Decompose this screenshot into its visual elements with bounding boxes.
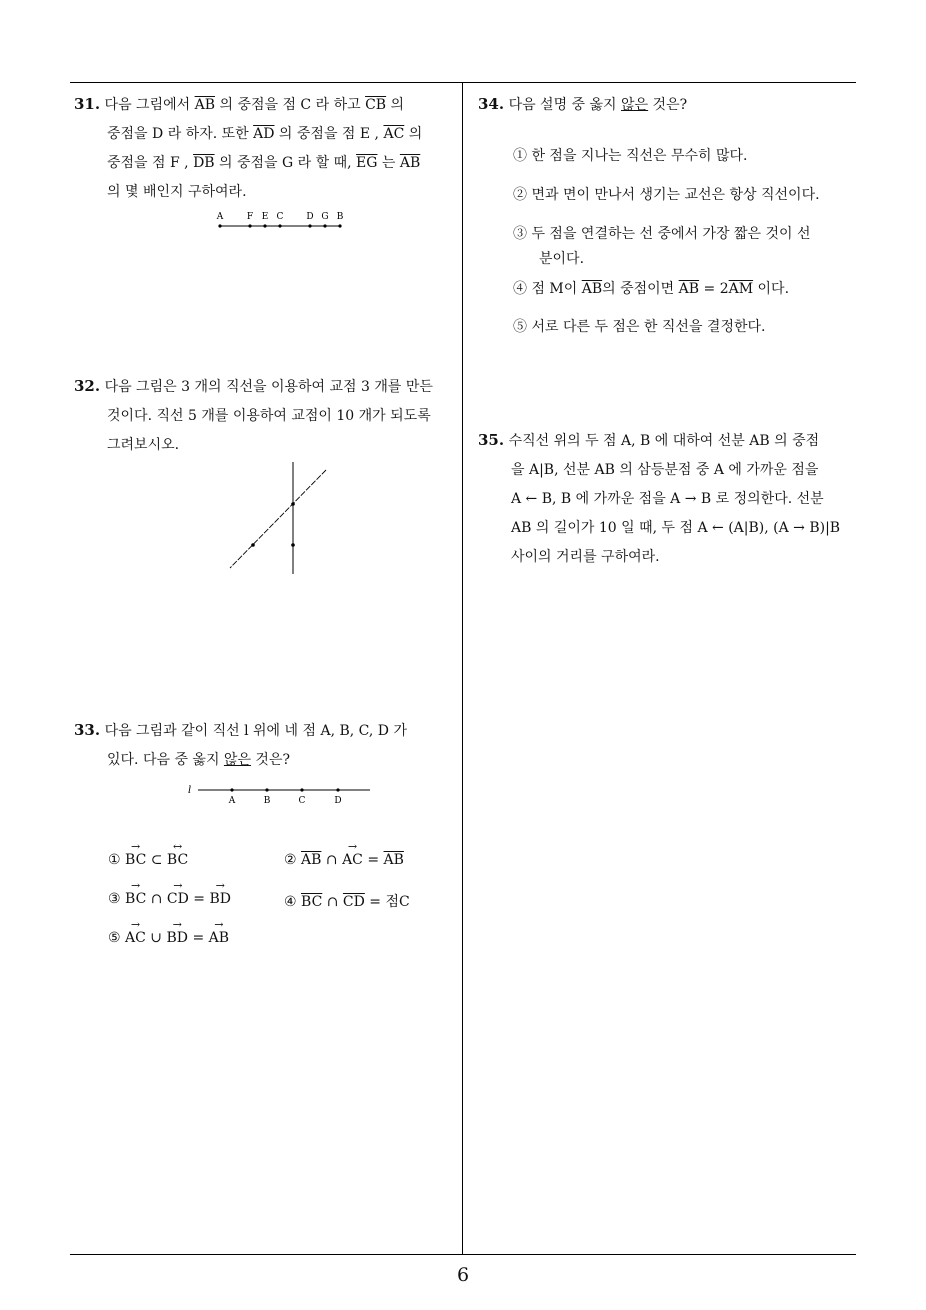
q33-option-4[interactable]: ④ $\overline{BC}$ ∩ $\overline{CD}$ = 점C: [284, 894, 410, 910]
point-label-f: F: [246, 212, 254, 222]
option-marker: ③: [108, 891, 121, 907]
question-35-line-2: 을 A|B, 선분 AB 의 삼등분점 중 A 에 가까운 점을: [511, 462, 819, 478]
q31-figure: [210, 208, 350, 234]
question-31-line-2: 중점을 D 라 하자. 또한 $\overline{AD}$ 의 중점을 점 E , $\overline{AC}$ 의: [107, 126, 423, 142]
question-32-line-3: 그려보시오.: [107, 437, 180, 453]
point-label-b: B: [263, 796, 271, 806]
point-label-d: D: [306, 212, 314, 222]
question-35-line-4: AB 의 길이가 10 일 때, 두 점 A ← (A|B), (A → B)|B: [511, 520, 841, 536]
line-l-label: l: [188, 785, 192, 796]
q34-option-3[interactable]: ③ 두 점을 연결하는 선 중에서 가장 짧은 것이 선: [513, 226, 811, 242]
point-label-b: B: [336, 212, 344, 222]
question-35-line-1: 35. 수직선 위의 두 점 A, B 에 대하여 선분 AB 의 중점: [478, 431, 820, 449]
page-number: 6: [456, 1264, 470, 1286]
bottom-rule: [70, 1254, 856, 1255]
question-32-line-1: 32. 다음 그림은 3 개의 직선을 이용하여 교점 3 개를 만든: [74, 377, 433, 395]
question-31-line-1: 31. 다음 그림에서 $\overline{AB}$ 의 중점을 점 C 라 하고 $\overline{CB}$ 의: [74, 95, 405, 113]
column-divider: [462, 82, 463, 1255]
question-35-line-5: 사이의 거리를 구하여라.: [511, 549, 660, 565]
point-label-c: C: [276, 212, 284, 222]
option-marker: ⑤: [108, 930, 121, 946]
question-35: [478, 426, 863, 572]
q34-option-3-cont: 분이다.: [539, 251, 585, 267]
top-rule: [70, 82, 856, 83]
question-31-line-3: 중점을 점 F , $\overline{DB}$ 의 중점을 G 라 할 때, $\overline{EG}$ 는 $\overline{AB}$: [107, 155, 421, 171]
point-label-g: G: [321, 212, 329, 222]
q34-option-4[interactable]: ④ 점 M이 $\overline{AB}$의 중점이면 $\overline{AB} = 2\overline{AM}$ 이다.: [513, 281, 790, 297]
question-number: 32.: [74, 377, 101, 395]
question-34-stem: 34. 다음 설명 중 옳지 않은 것은?: [478, 95, 688, 113]
question-number: 31.: [74, 95, 101, 113]
q33-option-5[interactable]: ⑤ → AC ∪ → BD = → AB: [108, 930, 229, 946]
question-31: [74, 90, 459, 207]
q32-figure: [226, 458, 336, 578]
question-35-line-3: A ← B, B 에 가까운 점을 A → B 로 정의한다. 선분: [511, 491, 824, 507]
question-number: 33.: [74, 721, 101, 739]
option-marker: ④: [284, 894, 297, 910]
q33-figure: [186, 780, 376, 808]
q33-option-1[interactable]: ① → BC ⊂ ↔ BC: [108, 852, 188, 868]
question-32: [74, 372, 459, 460]
question-number: 35.: [478, 431, 505, 449]
point-label-c: C: [298, 796, 306, 806]
question-number: 34.: [478, 95, 505, 113]
question-33-line-2: 있다. 다음 중 옳지 않은 것은?: [107, 752, 290, 768]
point-label-a: A: [228, 796, 236, 806]
q33-option-3[interactable]: ③ → BC ∩ → CD = → BD: [108, 891, 231, 907]
point-label-a: A: [216, 212, 224, 222]
question-31-line-4: 의 몇 배인지 구하여라.: [107, 184, 247, 200]
q33-option-2[interactable]: ② $\overline{AB}$ ∩ → AC = $\overline{AB}$: [284, 852, 404, 868]
point-label-e: E: [261, 212, 269, 222]
question-34: [478, 90, 863, 120]
question-33-line-1: 33. 다음 그림과 같이 직선 l 위에 네 점 A, B, C, D 가: [74, 721, 407, 739]
option-marker: ①: [108, 852, 121, 868]
option-marker: ②: [284, 852, 297, 868]
point-label-d: D: [334, 796, 342, 806]
question-33: [74, 716, 459, 775]
question-32-line-2: 것이다. 직선 5 개를 이용하여 교점이 10 개가 되도록: [107, 408, 431, 424]
q34-option-1[interactable]: ① 한 점을 지나는 직선은 무수히 많다.: [513, 148, 748, 164]
q34-option-5[interactable]: ⑤ 서로 다른 두 점은 한 직선을 결정한다.: [513, 319, 766, 335]
q34-option-2[interactable]: ② 면과 면이 만나서 생기는 교선은 항상 직선이다.: [513, 187, 820, 203]
